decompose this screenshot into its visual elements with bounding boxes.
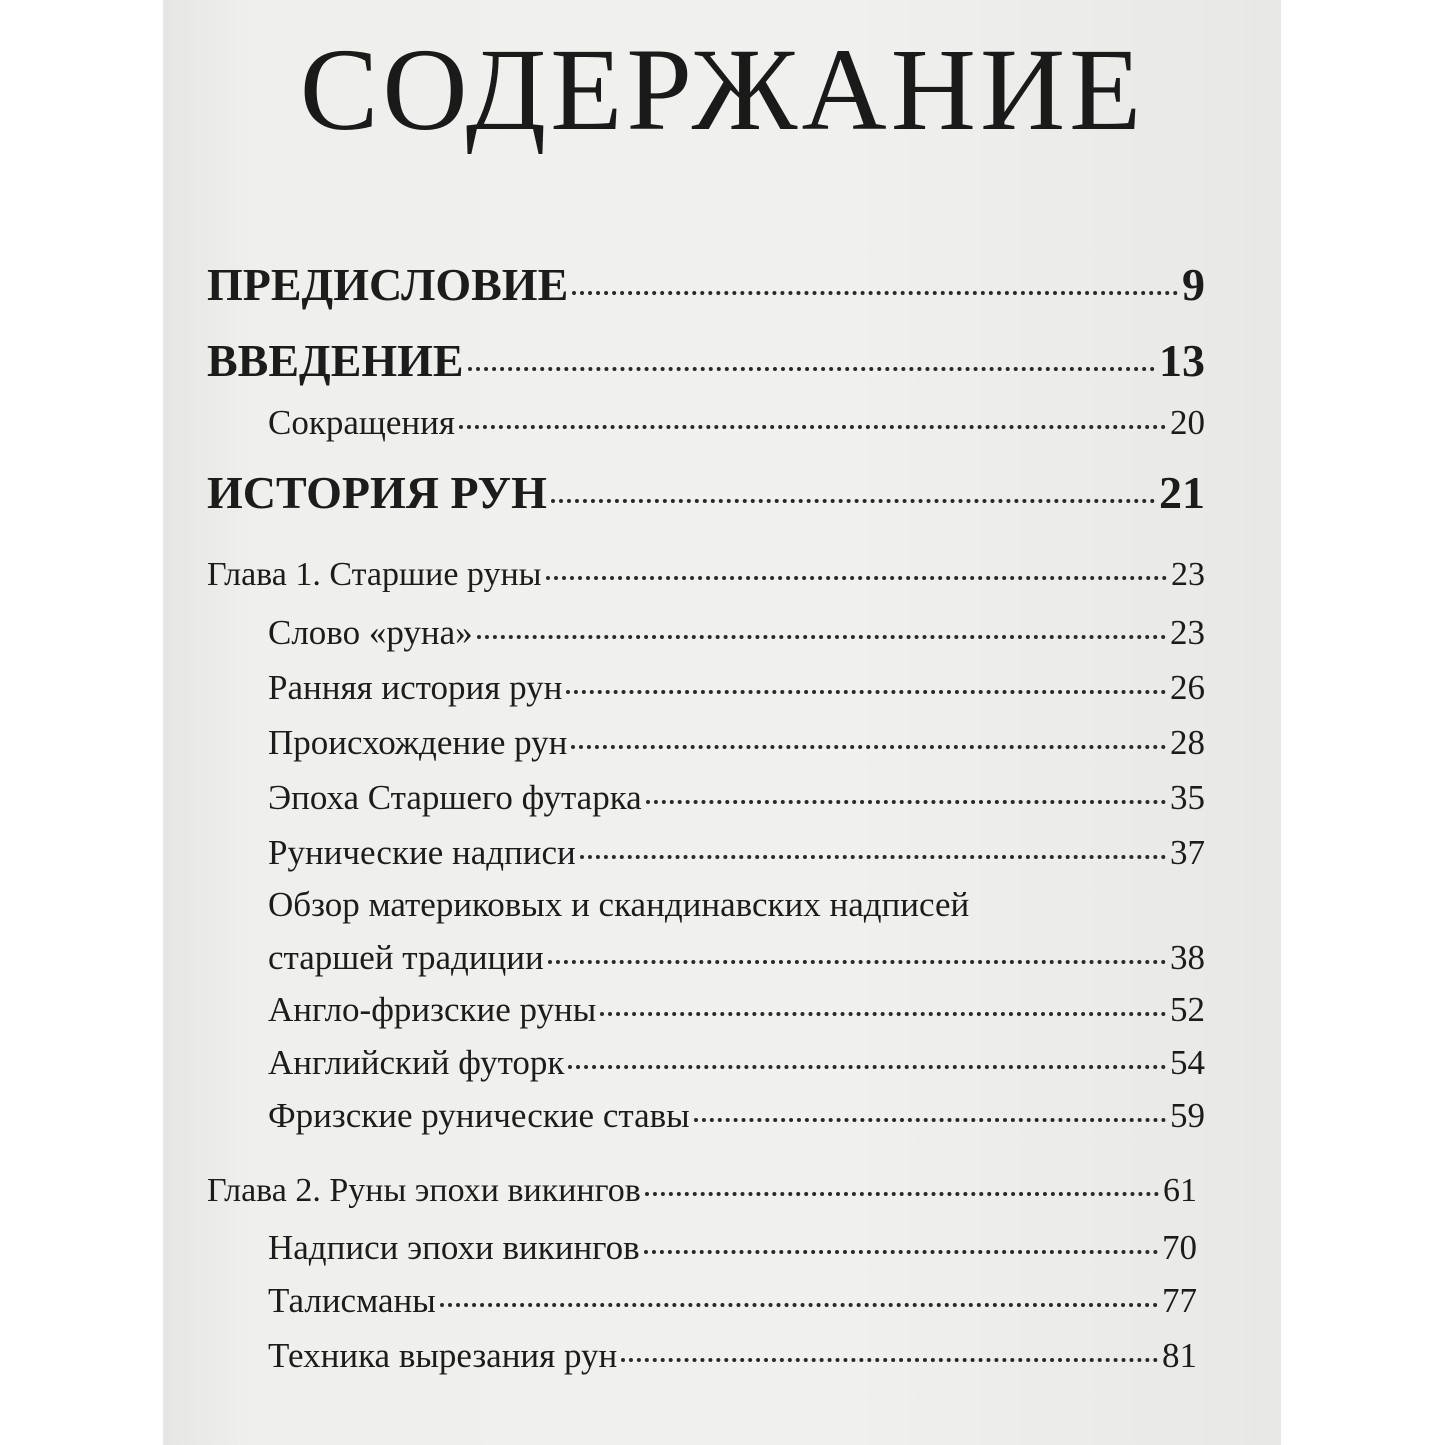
toc-label: Фризские рунические ставы [268,1096,690,1135]
toc-entry [268,833,1205,873]
dot-leader [580,855,1166,859]
toc-label: Глава 1. Старшие руны [207,556,542,593]
toc-label: Рунические надписи [268,833,576,872]
toc-page: 21 [1159,467,1205,518]
dot-leader [468,367,1155,371]
dot-leader [646,800,1166,804]
toc-label: Английский футорк [268,1043,565,1082]
toc-entry [268,778,1205,818]
toc-page: 9 [1182,259,1205,310]
toc-label: ИСТОРИЯ РУН [207,467,547,518]
dot-leader [621,1358,1158,1362]
toc-page: 23 [1171,556,1205,593]
toc-page: 23 [1170,613,1205,652]
toc-page: 61 [1163,1172,1197,1209]
toc-page: 37 [1170,833,1205,872]
toc-page: 13 [1159,335,1205,386]
toc-page: 70 [1162,1228,1197,1267]
toc-label: ПРЕДИСЛОВИЕ [207,259,569,310]
toc-label: старшей традиции [268,938,544,977]
toc-page: 81 [1162,1336,1197,1375]
toc-entry [268,613,1205,653]
toc-label: Сокращения [268,403,455,442]
dot-leader [548,960,1166,964]
dot-leader [546,576,1167,580]
dot-leader [477,635,1166,639]
toc-label: ВВЕДЕНИЕ [207,335,464,386]
toc-label: Талисманы [268,1281,436,1320]
dot-leader [551,499,1155,503]
toc-entry [268,723,1205,763]
dot-leader [440,1303,1158,1307]
toc-entry [268,1281,1197,1321]
toc-page: 38 [1170,938,1205,977]
toc-entry [268,668,1205,708]
toc-page: 52 [1170,990,1205,1029]
toc-page: 54 [1170,1043,1205,1082]
toc-label: Техника вырезания рун [268,1336,618,1375]
toc-entry [207,556,1205,594]
dot-leader [572,291,1178,295]
dot-leader [600,1012,1166,1016]
dot-leader [571,745,1166,749]
toc-entry [268,1228,1197,1268]
toc-page: 59 [1170,1096,1205,1135]
toc-entry [207,334,1205,387]
toc-entry [268,403,1205,443]
toc-label: Эпоха Старшего футарка [268,778,642,817]
toc-entry [268,1336,1197,1376]
toc-label: Глава 2. Руны эпохи викингов [207,1172,641,1209]
toc-label: Слово «руна» [268,613,473,652]
toc-entry [207,1172,1197,1210]
toc-page: 26 [1170,668,1205,707]
toc-label: Происхождение рун [268,723,568,762]
toc-entry [268,990,1205,1030]
toc-label: Ранняя история рун [268,668,563,707]
toc-entry [268,1096,1205,1136]
toc-entry [268,1043,1205,1083]
toc-label: Надписи эпохи викингов [268,1228,640,1267]
toc-page: 20 [1170,403,1205,442]
dot-leader [645,1192,1159,1196]
page-title: СОДЕРЖАНИЕ [299,24,1146,155]
dot-leader [568,1065,1166,1069]
dot-leader [566,690,1166,694]
dot-leader [694,1118,1166,1122]
dot-leader [644,1250,1158,1254]
toc-label: Англо-фризские руны [268,990,597,1029]
toc-page: 35 [1170,778,1205,817]
toc-entry [207,258,1205,311]
toc-label-line1: Обзор материковых и скандинавских надписей [268,885,970,924]
toc-page: 28 [1170,723,1205,762]
toc-entry [268,938,1205,978]
toc-entry [207,466,1205,519]
toc-page: 77 [1162,1281,1197,1320]
dot-leader [459,425,1166,429]
